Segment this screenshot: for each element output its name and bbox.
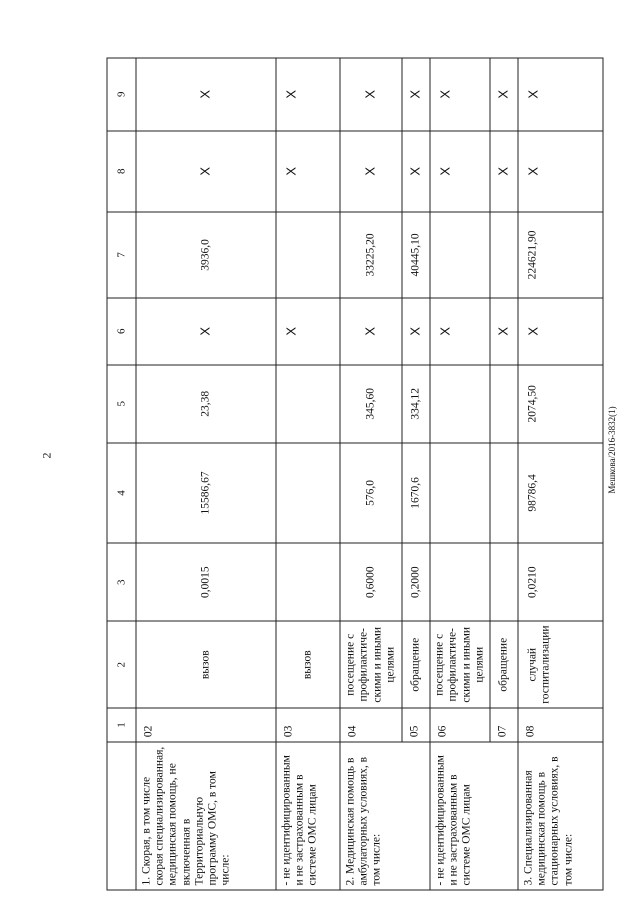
value-cell: [490, 365, 518, 443]
value-cell: 2074,50: [518, 365, 603, 443]
table-row: [276, 58, 340, 890]
table-row: [518, 58, 603, 890]
medical-care-table: [107, 58, 604, 891]
x-mark-cell: X: [402, 131, 430, 212]
value-cell: 224621,90: [518, 212, 603, 298]
x-mark-cell: X: [518, 131, 603, 212]
header-cell-1: 1: [107, 708, 136, 741]
x-mark-cell: X: [340, 298, 402, 365]
x-mark-cell: X: [490, 58, 518, 131]
value-cell: [276, 443, 340, 543]
rotated-table-sheet: [107, 58, 604, 891]
header-cell-5: 5: [107, 365, 136, 443]
row-code: 04: [340, 708, 402, 741]
x-mark-cell: X: [136, 131, 276, 212]
unit-cell: случай госпитализации: [518, 621, 603, 708]
row-code: 08: [518, 708, 603, 741]
page-number: 2: [39, 452, 54, 459]
x-mark-cell: X: [430, 131, 490, 212]
value-cell: 33225,20: [340, 212, 402, 298]
value-cell: 98786,4: [518, 443, 603, 543]
unit-cell: обращение: [402, 621, 430, 708]
value-cell: [430, 212, 490, 298]
value-cell: 0,6000: [340, 543, 402, 621]
x-mark-cell: X: [490, 131, 518, 212]
row-name: - не идентифицированным и не застрахованным в системе ОМС лицам: [430, 742, 518, 890]
unit-cell: обращение: [490, 621, 518, 708]
table-row: [430, 58, 490, 890]
unit-cell: посещение с профилактиче-скими и иными целями: [340, 621, 402, 708]
row-name: 2. Медицинская помощь в амбулаторных условиях, в том числе:: [340, 742, 430, 890]
value-cell: [490, 212, 518, 298]
value-cell: [430, 365, 490, 443]
header-cell-7: 7: [107, 212, 136, 298]
unit-cell: вызов: [136, 621, 276, 708]
value-cell: 0,0015: [136, 543, 276, 621]
row-code: 07: [490, 708, 518, 741]
value-cell: [276, 212, 340, 298]
x-mark-cell: X: [402, 58, 430, 131]
value-cell: 0,0210: [518, 543, 603, 621]
header-cell-8: 8: [107, 131, 136, 212]
header-cell-name: [107, 742, 136, 890]
value-cell: [276, 365, 340, 443]
value-cell: 40445,10: [402, 212, 430, 298]
x-mark-cell: X: [490, 298, 518, 365]
row-name: - не идентифицированным и не застрахованным в системе ОМС лицам: [276, 742, 340, 890]
row-code: 06: [430, 708, 490, 741]
x-mark-cell: X: [340, 131, 402, 212]
x-mark-cell: X: [276, 58, 340, 131]
x-mark-cell: X: [136, 58, 276, 131]
header-cell-9: 9: [107, 58, 136, 131]
row-code: 02: [136, 708, 276, 741]
row-name: 3. Специализированная медицинская помощь в стационарных условиях, в том числе:: [518, 742, 603, 890]
value-cell: 0,2000: [402, 543, 430, 621]
value-cell: 23,38: [136, 365, 276, 443]
x-mark-cell: X: [430, 298, 490, 365]
value-cell: 576,0: [340, 443, 402, 543]
value-cell: 15586,67: [136, 443, 276, 543]
x-mark-cell: X: [518, 298, 603, 365]
x-mark-cell: X: [430, 58, 490, 131]
value-cell: [430, 543, 490, 621]
x-mark-cell: X: [402, 298, 430, 365]
document-id-label: Мешкова/2016-3832(1): [607, 406, 617, 494]
table-row: [136, 58, 276, 890]
x-mark-cell: X: [276, 298, 340, 365]
unit-cell: посещение с профилактиче-скими и иными целями: [430, 621, 490, 708]
header-cell-4: 4: [107, 443, 136, 543]
x-mark-cell: X: [340, 58, 402, 131]
value-cell: [276, 543, 340, 621]
row-name: 1. Скорая, в том числе скорая специализированная, медицинская помощь, не включенная в Территориальную программу ОМС, в том числе:: [136, 742, 276, 890]
x-mark-cell: X: [518, 58, 603, 131]
x-mark-cell: X: [136, 298, 276, 365]
value-cell: 1670,6: [402, 443, 430, 543]
header-cell-6: 6: [107, 298, 136, 365]
value-cell: 345,60: [340, 365, 402, 443]
unit-cell: вызов: [276, 621, 340, 708]
value-cell: 334,12: [402, 365, 430, 443]
value-cell: 3936,0: [136, 212, 276, 298]
header-cell-2: 2: [107, 621, 136, 708]
value-cell: [490, 443, 518, 543]
value-cell: [430, 443, 490, 543]
table-row: [340, 58, 402, 890]
row-code: 03: [276, 708, 340, 741]
header-row: [107, 58, 136, 890]
row-code: 05: [402, 708, 430, 741]
x-mark-cell: X: [276, 131, 340, 212]
header-cell-3: 3: [107, 543, 136, 621]
value-cell: [490, 543, 518, 621]
